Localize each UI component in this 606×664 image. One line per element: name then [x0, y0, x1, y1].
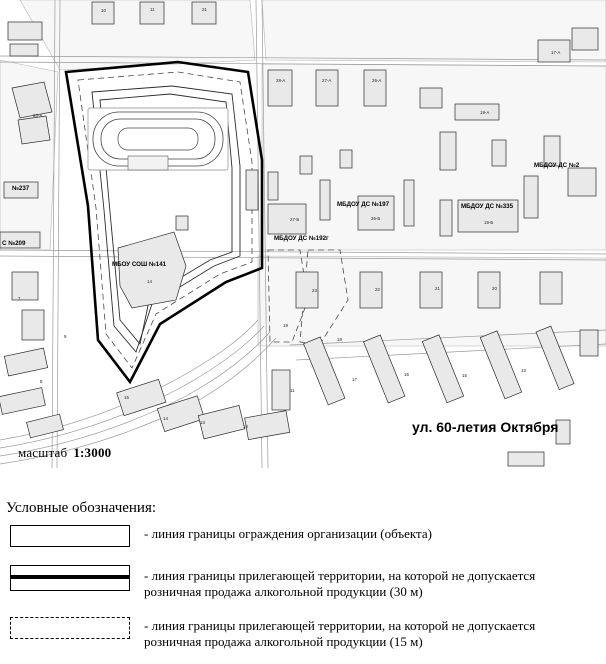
legend-sample-fence [6, 522, 134, 550]
svg-text:11: 11 [290, 388, 295, 393]
svg-text:12: 12 [243, 424, 248, 429]
svg-text:17: 17 [352, 377, 357, 382]
svg-text:МБДОУ ДС №2: МБДОУ ДС №2 [534, 162, 580, 169]
svg-text:21: 21 [435, 286, 440, 291]
svg-text:13: 13 [521, 368, 526, 373]
svg-text:№237: №237 [12, 185, 30, 192]
svg-text:28-A: 28-A [276, 78, 286, 83]
legend [6, 522, 600, 664]
svg-text:9: 9 [64, 334, 67, 339]
legend-sample-15m [6, 614, 134, 642]
svg-text:14: 14 [163, 416, 168, 421]
svg-text:МБДОУ ДС №192г: МБДОУ ДС №192г [274, 235, 329, 242]
svg-text:8: 8 [40, 379, 43, 384]
svg-text:МБОУ СОШ №141: МБОУ СОШ №141 [112, 261, 167, 268]
svg-text:17-A: 17-A [551, 50, 561, 55]
svg-text:11: 11 [150, 7, 155, 12]
svg-text:20: 20 [492, 286, 497, 291]
svg-text:18: 18 [337, 337, 342, 342]
svg-text:27-Б: 27-Б [290, 217, 300, 222]
legend-item [6, 614, 600, 650]
svg-text:23: 23 [312, 288, 317, 293]
svg-text:22: 22 [375, 287, 380, 292]
svg-text:26-A: 26-A [372, 78, 382, 83]
legend-item-label: - линия границы прилегающей территории, на которой не допускается розничная продажа алкогольной продукции (30 м) [144, 568, 536, 599]
svg-text:19-Б: 19-Б [484, 220, 494, 225]
legend-item-label: - линия границы прилегающей территории, на которой не допускается розничная продажа алкогольной продукции (15 м) [144, 618, 536, 649]
legend-item-label: - линия границы ограждения организации (объекта) [144, 526, 432, 541]
svg-text:7: 7 [18, 296, 21, 301]
svg-text:15: 15 [462, 373, 467, 378]
legend-title: Условные обозначения: [6, 500, 157, 516]
street-name-label: ул. 60-летия Октября [412, 419, 559, 435]
legend-item [6, 564, 600, 600]
svg-text:С №209: С №209 [2, 240, 26, 247]
svg-text:26-Б: 26-Б [371, 216, 381, 221]
legend-sample-30m [6, 564, 134, 592]
svg-text:13: 13 [200, 420, 205, 425]
scale-row [18, 445, 111, 461]
svg-text:21: 21 [202, 7, 207, 12]
svg-text:МБДОУ ДС №197: МБДОУ ДС №197 [337, 201, 390, 208]
svg-text:23-A: 23-A [33, 113, 43, 118]
svg-text:19: 19 [283, 323, 288, 328]
legend-item [6, 522, 600, 550]
stadium [88, 108, 228, 170]
svg-text:15: 15 [124, 395, 129, 400]
svg-text:27-A: 27-A [322, 78, 332, 83]
svg-text:10: 10 [101, 8, 106, 13]
svg-text:МБДОУ ДС №335: МБДОУ ДС №335 [461, 203, 514, 210]
svg-text:19-A: 19-A [480, 110, 490, 115]
scale-caption: масштаб [18, 445, 68, 460]
svg-text:16: 16 [404, 372, 409, 377]
svg-text:14: 14 [147, 279, 152, 284]
scale-value: 1:3000 [73, 445, 112, 460]
